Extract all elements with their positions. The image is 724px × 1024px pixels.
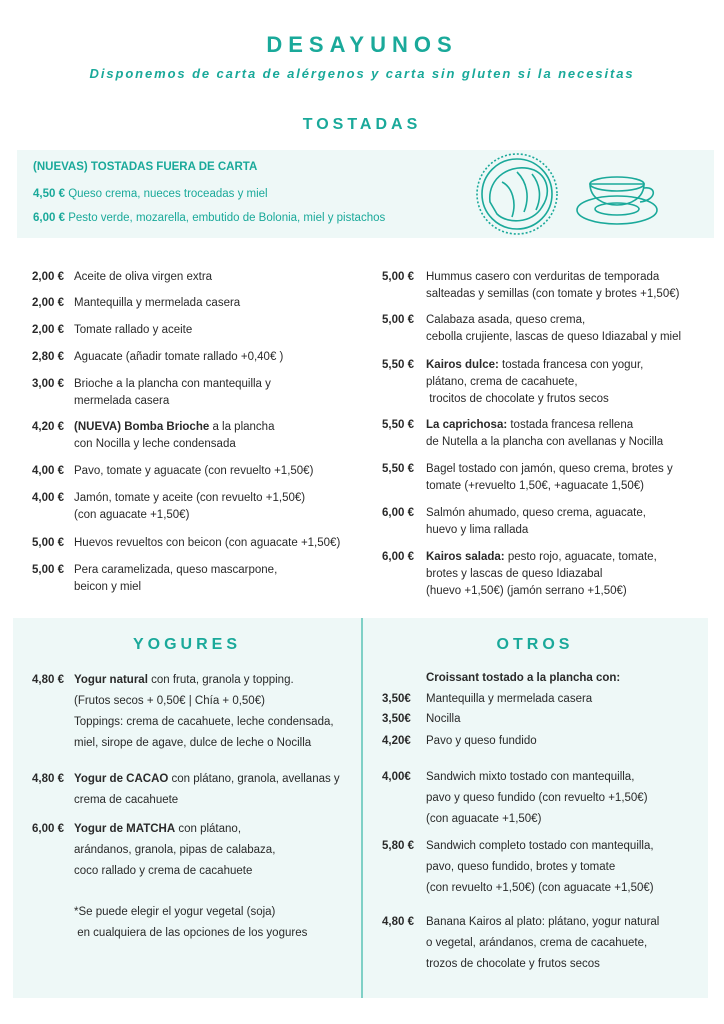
item-line	[426, 933, 659, 954]
item-text: (con aguacate +1,50€)	[426, 813, 542, 825]
item-text: Mantequilla y mermelada casera	[426, 693, 593, 705]
item-line	[426, 461, 673, 478]
item-text: (con aguacate +1,50€)	[74, 509, 190, 521]
item-line	[74, 507, 305, 524]
item-description	[74, 349, 283, 366]
item-text: Aguacate (añadir tomate rallado +0,40€ )	[74, 351, 284, 363]
item-text: Pera caramelizada, queso mascarpone,	[74, 564, 278, 576]
item-text: Sandwich completo tostado con mantequilla,	[426, 840, 654, 852]
item-description	[74, 670, 334, 754]
item-line	[426, 912, 659, 933]
item-description	[426, 549, 657, 600]
page-subtitle: Disponemos de carta de alérgenos y carta sin gluten si la necesitas	[89, 66, 635, 81]
item-line	[426, 374, 643, 391]
item-text: Tomate rallado y aceite	[74, 324, 193, 336]
item-description	[74, 819, 275, 882]
item-text: salteadas y semillas (con tomate y brotes +1,50€)	[426, 288, 680, 300]
item-text: tostada francesa con yogur,	[498, 359, 644, 371]
item-price: 2,00 €	[32, 271, 64, 283]
item-price: 4,20€	[382, 735, 411, 747]
item-text: Banana Kairos al plato: plátano, yogur natural	[426, 916, 660, 928]
item-line	[426, 329, 681, 346]
item-description	[74, 535, 340, 552]
item-description	[74, 562, 277, 596]
item-text: a la plancha	[209, 421, 275, 433]
section-heading-otros: OTROS	[496, 636, 574, 653]
special-toasts-panel	[17, 150, 714, 238]
item-text: brotes y lascas de queso Idiazabal	[426, 568, 603, 580]
item-text: con fruta, granola y topping.	[147, 674, 294, 686]
item-line	[74, 349, 283, 366]
item-price: 5,00 €	[382, 314, 414, 326]
item-line	[74, 840, 275, 861]
item-line	[74, 490, 305, 507]
item-text: (con revuelto +1,50€) (con aguacate +1,50€)	[426, 882, 654, 894]
item-line	[426, 954, 659, 975]
item-line	[74, 923, 307, 944]
item-line	[74, 712, 334, 733]
item-description	[426, 357, 643, 408]
item-text: beicon y miel	[74, 581, 142, 593]
item-text: de Nutella a la plancha con avellanas y Nocilla	[426, 436, 664, 448]
item-text: (Frutos secos + 0,50€ | Chía + 0,50€)	[74, 695, 265, 707]
item-line	[74, 436, 274, 453]
item-description	[426, 912, 659, 975]
item-price: 2,00 €	[32, 324, 64, 336]
item-text: Salmón ahumado, queso crema, aguacate,	[426, 507, 646, 519]
croissant-and-coffee-cup-icon	[472, 152, 672, 236]
item-price: 4,80 €	[32, 674, 64, 686]
item-description	[426, 668, 620, 689]
item-text: arándanos, granola, pipas de calabaza,	[74, 844, 276, 856]
item-line	[74, 419, 274, 436]
item-price: 3,00 €	[32, 378, 64, 390]
item-name: (NUEVA) Bomba Brioche	[74, 421, 210, 433]
item-description	[426, 767, 648, 830]
item-name: Croissant tostado a la plancha con:	[426, 672, 621, 684]
item-text: pesto rojo, aguacate, tomate,	[504, 551, 657, 563]
item-description	[74, 769, 340, 811]
special-price: 4,50 €	[33, 188, 65, 200]
item-text: tomate (+revuelto 1,50€, +aguacate 1,50€)	[426, 480, 645, 492]
item-line	[426, 522, 646, 539]
item-text: plátano, crema de cacahuete,	[426, 376, 578, 388]
item-price: 4,20 €	[32, 421, 64, 433]
item-price: 5,00 €	[32, 564, 64, 576]
item-description	[74, 463, 313, 480]
item-price: 4,00 €	[32, 465, 64, 477]
item-line	[426, 391, 643, 408]
item-description	[426, 836, 654, 899]
item-text: con Nocilla y leche condensada	[74, 438, 236, 450]
item-line	[74, 463, 313, 480]
item-text: (huevo +1,50€) (jamón serrano +1,50€)	[426, 585, 627, 597]
item-line	[426, 878, 654, 899]
item-description	[426, 461, 673, 495]
special-text: Pesto verde, mozarella, embutido de Bolonia, miel y pistachos	[68, 212, 386, 224]
page-title: DESAYUNOS	[266, 32, 458, 57]
item-line	[426, 357, 643, 374]
item-text: Mantequilla y mermelada casera	[74, 297, 241, 309]
item-line	[426, 434, 663, 451]
item-line	[74, 902, 307, 923]
item-line	[74, 819, 275, 840]
item-line	[74, 579, 277, 596]
item-description	[426, 417, 663, 451]
item-price: 4,00€	[382, 771, 411, 783]
item-text: Bagel tostado con jamón, queso crema, brotes y	[426, 463, 673, 475]
item-text: huevo y lima rallada	[426, 524, 529, 536]
section-heading-tostadas: TOSTADAS	[302, 116, 422, 133]
item-text: Aceite de oliva virgen extra	[74, 271, 213, 283]
item-price: 5,00 €	[382, 271, 414, 283]
item-text: Jamón, tomate y aceite (con revuelto +1,50€)	[74, 492, 306, 504]
item-line	[426, 583, 657, 600]
item-text: en cualquiera de las opciones de los yogures	[74, 927, 308, 939]
item-description	[426, 689, 592, 710]
item-line	[74, 393, 271, 410]
item-text: Hummus casero con verduritas de temporada	[426, 271, 660, 283]
item-price: 5,00 €	[32, 537, 64, 549]
item-price: 4,80 €	[382, 916, 414, 928]
item-text: con plátano,	[175, 823, 242, 835]
item-line	[74, 562, 277, 579]
item-name: Kairos salada:	[426, 551, 505, 563]
item-line	[74, 295, 240, 312]
item-line	[426, 857, 654, 878]
item-line	[426, 836, 654, 857]
item-text: Huevos revueltos con beicon (con aguacate +1,50€)	[74, 537, 341, 549]
item-line	[426, 809, 648, 830]
item-line	[74, 322, 192, 339]
item-description	[74, 295, 240, 312]
item-text: Calabaza asada, queso crema,	[426, 314, 586, 326]
item-description	[426, 709, 461, 730]
item-text: o vegetal, arándanos, crema de cacahuete,	[426, 937, 648, 949]
item-description	[426, 312, 681, 346]
item-name: Yogur de MATCHA	[74, 823, 176, 835]
item-line	[74, 691, 334, 712]
item-line	[426, 731, 537, 752]
item-text: Toppings: crema de cacahuete, leche condensada,	[74, 716, 334, 728]
item-line	[426, 478, 673, 495]
item-text: Sandwich mixto tostado con mantequilla,	[426, 771, 635, 783]
item-description	[74, 376, 271, 410]
item-line	[426, 269, 679, 286]
item-line	[426, 312, 681, 329]
item-name: La caprichosa:	[426, 419, 508, 431]
item-text: *Se puede elegir el yogur vegetal (soja)	[74, 906, 276, 918]
item-text: coco rallado y crema de cacahuete	[74, 865, 253, 877]
item-text: cebolla crujiente, lascas de queso Idiazabal y miel	[426, 331, 682, 343]
item-line	[74, 861, 275, 882]
item-line	[74, 535, 340, 552]
item-description	[426, 269, 679, 303]
item-price: 5,50 €	[382, 359, 414, 371]
item-text: mermelada casera	[74, 395, 170, 407]
item-text: tostada francesa rellena	[507, 419, 634, 431]
column-divider	[361, 618, 363, 998]
item-line	[74, 769, 340, 790]
item-line	[426, 689, 592, 710]
item-price: 6,00 €	[382, 551, 414, 563]
item-line	[426, 668, 620, 689]
item-line	[426, 549, 657, 566]
item-text: miel, sirope de agave, dulce de leche o Nocilla	[74, 737, 312, 749]
item-text: con plátano, granola, avellanas y	[168, 773, 340, 785]
item-description	[74, 322, 192, 339]
item-name: Kairos dulce:	[426, 359, 499, 371]
item-line	[426, 286, 679, 303]
item-line	[426, 767, 648, 788]
item-line	[426, 417, 663, 434]
item-line	[74, 733, 334, 754]
item-price: 3,50€	[382, 713, 411, 725]
item-text: Brioche a la plancha con mantequilla y	[74, 378, 271, 390]
item-price: 3,50€	[382, 693, 411, 705]
item-text: trozos de chocolate y frutos secos	[426, 958, 600, 970]
item-text: pavo y queso fundido (con revuelto +1,50€)	[426, 792, 648, 804]
item-line	[426, 566, 657, 583]
item-name: Yogur de CACAO	[74, 773, 169, 785]
special-price: 6,00 €	[33, 212, 65, 224]
item-description	[74, 419, 274, 453]
item-line	[74, 269, 212, 286]
item-line	[426, 709, 461, 730]
item-line	[74, 790, 340, 811]
section-heading-yogures: YOGURES	[132, 636, 241, 653]
item-price: 6,00 €	[382, 507, 414, 519]
item-name: Yogur natural	[74, 674, 148, 686]
item-price: 5,50 €	[382, 419, 414, 431]
special-text: Queso crema, nueces troceadas y miel	[68, 188, 268, 200]
item-text: Pavo y queso fundido	[426, 735, 537, 747]
item-description	[74, 490, 305, 524]
item-price: 2,00 €	[32, 297, 64, 309]
item-text: pavo, queso fundido, brotes y tomate	[426, 861, 616, 873]
item-description	[426, 505, 646, 539]
item-price: 4,80 €	[32, 773, 64, 785]
item-text: Nocilla	[426, 713, 461, 725]
item-description	[74, 902, 307, 944]
special-heading: (NUEVAS) TOSTADAS FUERA DE CARTA	[33, 161, 258, 173]
item-price: 4,00 €	[32, 492, 64, 504]
special-item	[33, 212, 385, 224]
item-price: 5,80 €	[382, 840, 414, 852]
item-price: 5,50 €	[382, 463, 414, 475]
item-description	[426, 731, 537, 752]
item-line	[426, 788, 648, 809]
item-line	[426, 505, 646, 522]
item-text: trocitos de chocolate y frutos secos	[426, 393, 609, 405]
item-price: 2,80 €	[32, 351, 64, 363]
item-price: 6,00 €	[32, 823, 64, 835]
item-description	[74, 269, 212, 286]
item-text: crema de cacahuete	[74, 794, 179, 806]
item-text: Pavo, tomate y aguacate (con revuelto +1,50€)	[74, 465, 314, 477]
item-line	[74, 376, 271, 393]
special-item	[33, 188, 268, 200]
item-line	[74, 670, 334, 691]
